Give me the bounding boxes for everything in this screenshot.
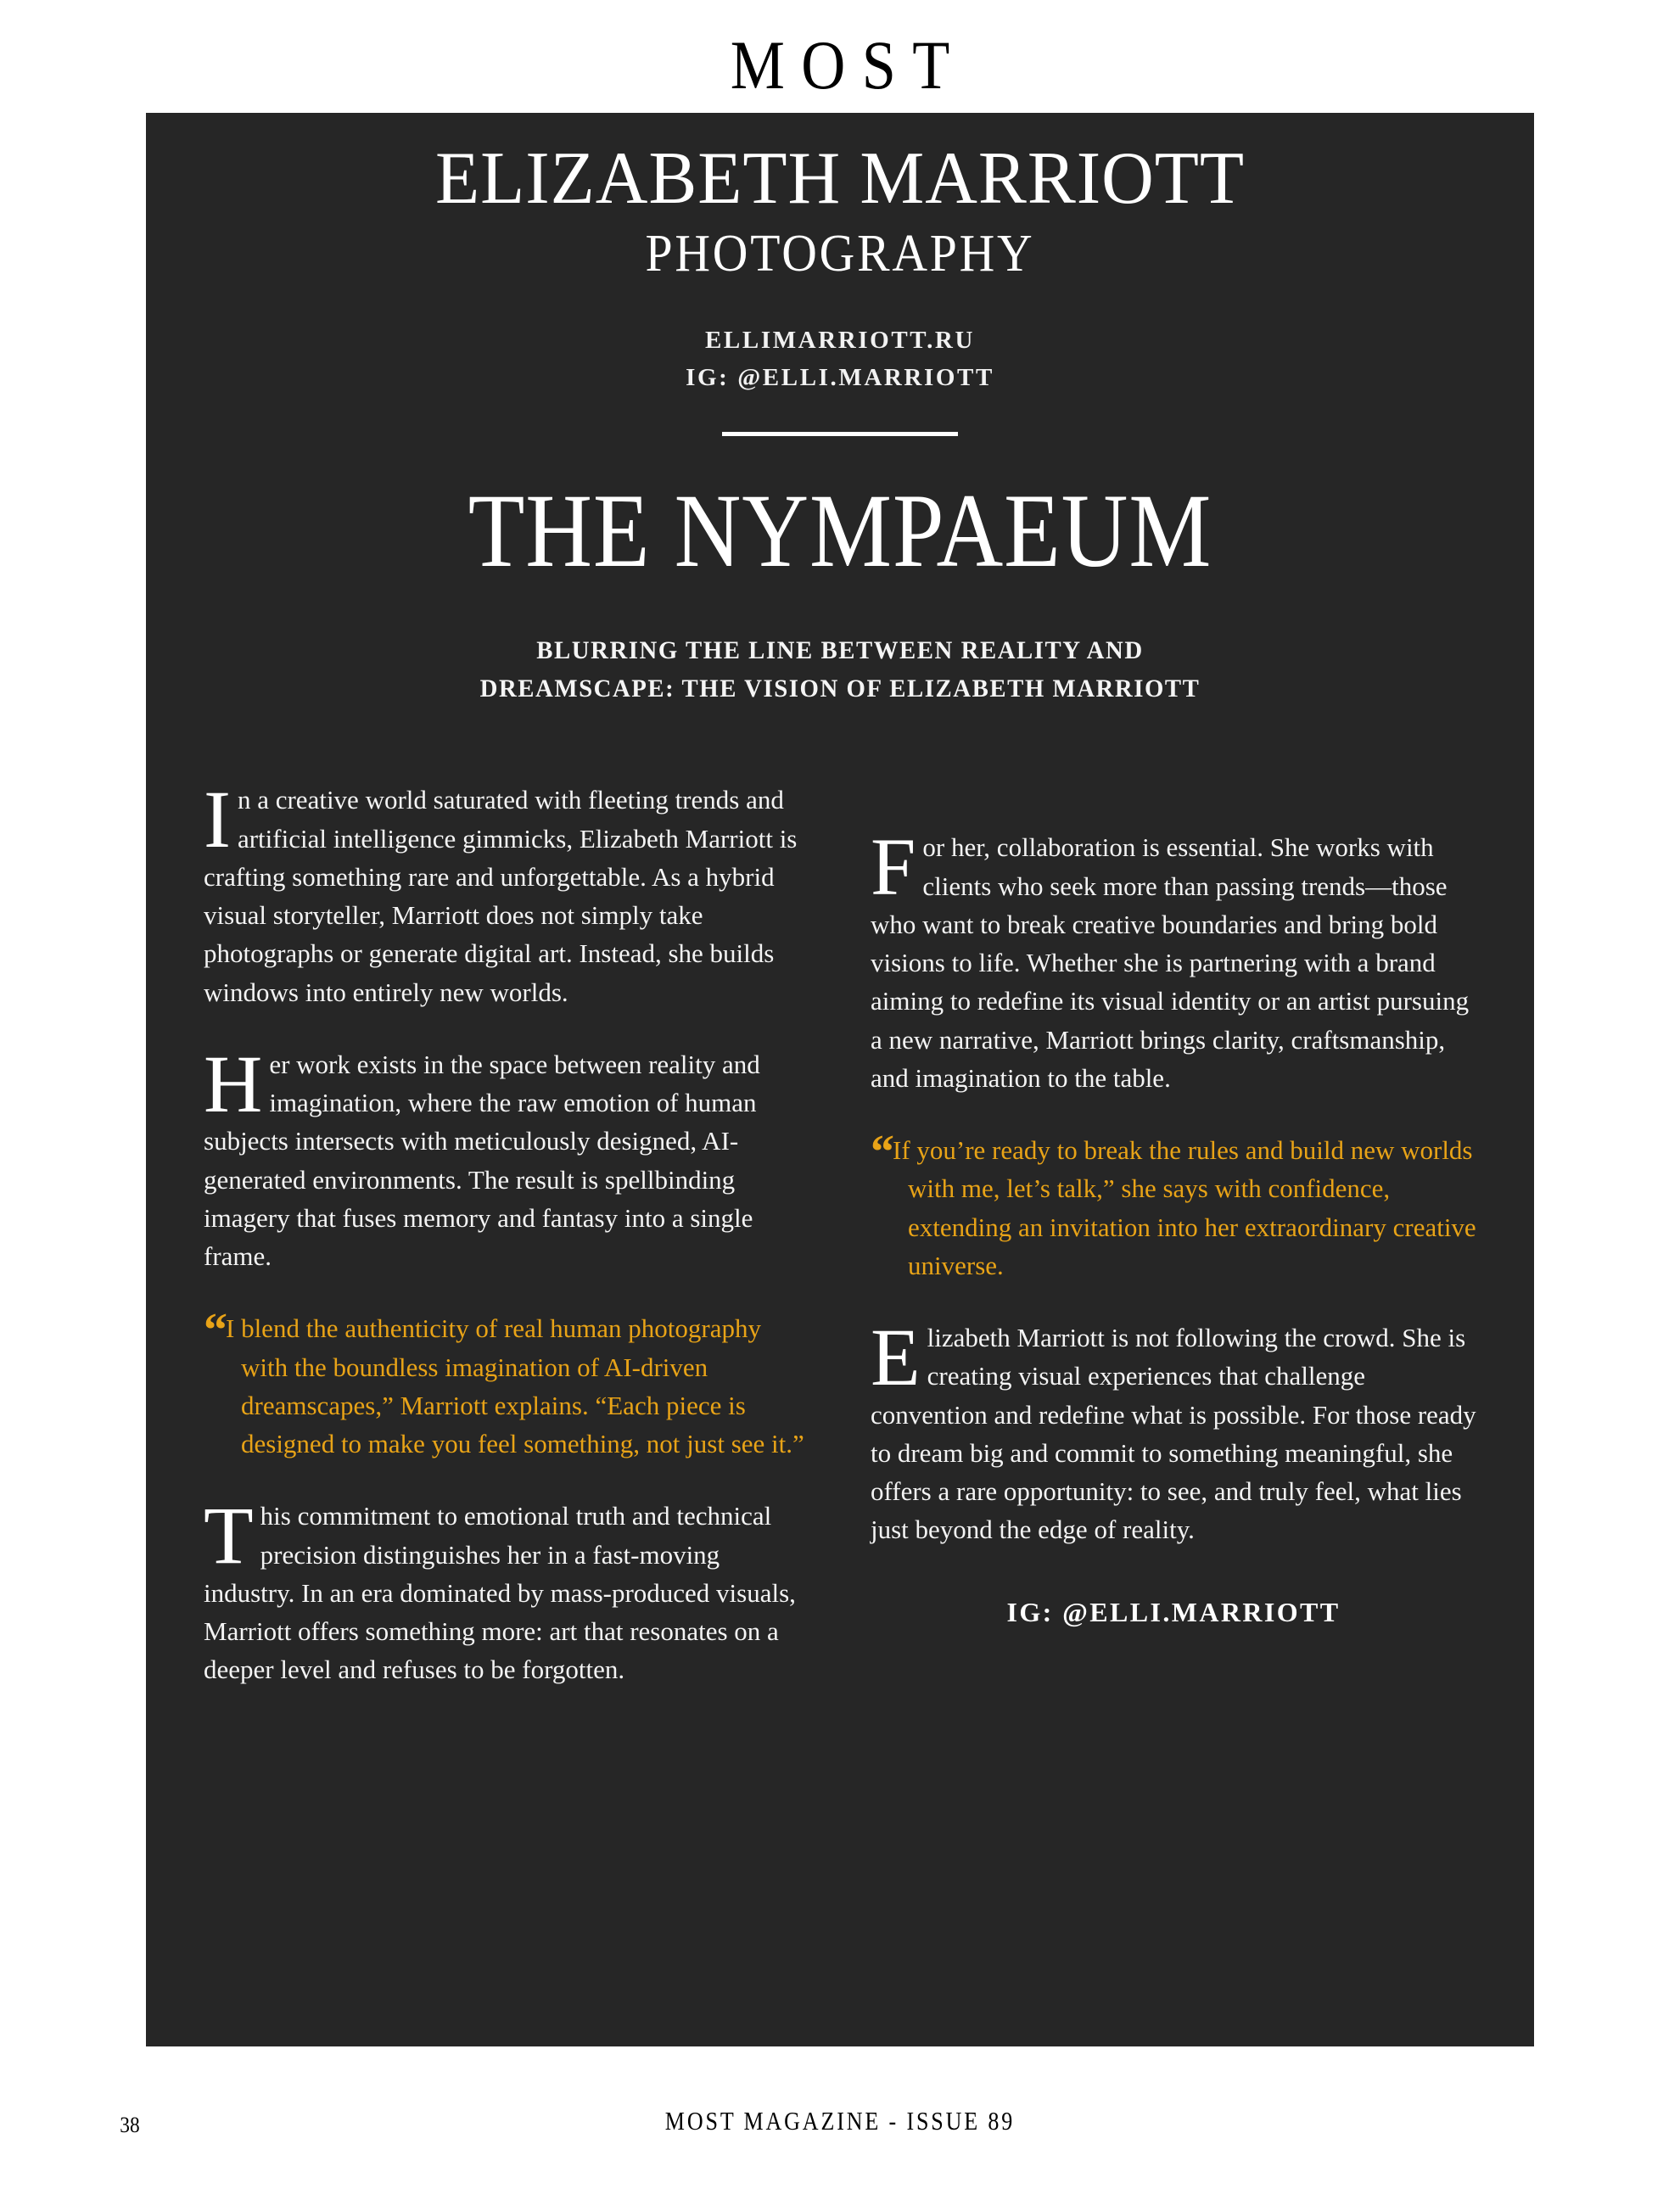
page-footer [0, 2106, 1680, 2157]
paragraph [204, 1490, 809, 1688]
quote-mark-icon: “ [204, 1304, 226, 1358]
pull-quote-text: I blend the authenticity of real human photography with the boundless imagination of AI-driven dreamscapes,” Marriott explains. “Each piece is designed to make you feel something, not just see it.” [226, 1313, 804, 1459]
article-body-columns [204, 774, 1476, 1722]
drop-cap: F [871, 821, 916, 913]
paragraph [204, 1038, 809, 1276]
paragraph-text: er work exists in the space between reality and imagination, where the raw emotion of human subjects intersects with meticulously designed, AI-generated environments. The result is spellbinding imagery that fuses memory and fantasy into a single frame. [204, 1049, 760, 1272]
article-panel [146, 113, 1534, 2046]
pull-quote [204, 1304, 809, 1463]
page-number: 38 [120, 2113, 140, 2137]
drop-cap: H [204, 1038, 263, 1129]
paragraph [871, 821, 1476, 1097]
left-text-column [204, 774, 809, 1722]
closing-instagram-handle[interactable]: IG: @ELLI.MARRIOTT [1006, 1596, 1341, 1627]
drop-cap: E [871, 1312, 921, 1403]
deck-line-1: BLURRING THE LINE BETWEEN REALITY AND [536, 636, 1144, 665]
paragraph [204, 774, 809, 1011]
paragraph-text: n a creative world saturated with fleeting trends and artificial intelligence gimmicks, Elizabeth Marriott is crafting something rare and unforgettable. As a hybrid visual storyteller, Marriott does not simply take photographs or generate digital art. Instead, she builds windows into entirely new worlds. [204, 785, 798, 1007]
paragraph [871, 1312, 1476, 1549]
paragraph-text: his commitment to emotional truth and technical precision distinguishes her in a fast-moving industry. In an era dominated by mass-produced visuals, Marriott offers something more: art that resonates on a deeper level and refuses to be forgotten. [204, 1501, 796, 1685]
contact-block [204, 322, 1476, 396]
publication-line: MOST MAGAZINE - ISSUE 89 [664, 2106, 1016, 2136]
paragraph-text: or her, collaboration is essential. She works with clients who seek more than passing trends—those who want to break creative boundaries and bring bold visions to life. Whether she is partnering with a brand aiming to redefine its visual identity or an artist pursuing a new narrative, Marriott brings clarity, craftsmanship, and imagination to the table. [871, 832, 1470, 1093]
quote-mark-icon: “ [871, 1126, 893, 1179]
horizontal-divider [722, 432, 958, 436]
studio-identity-block [204, 113, 1476, 436]
right-text-column [871, 781, 1476, 1722]
studio-name: ELIZABETH MARRIOTT [435, 137, 1245, 220]
masthead-title: MOST [730, 26, 966, 104]
pull-quote-text: If you’re ready to break the rules and build new worlds with me, let’s talk,” she says with confidence, extending an invitation into her extraordinary creative universe. [893, 1135, 1476, 1280]
paragraph-text: lizabeth Marriott is not following the crowd. She is creating visual experiences that challenge convention and redefine what is possible. For those ready to dream big and commit to something meaningful, she offers a rare opportunity: to see, and truly feel, what lies just beyond the edge of reality. [871, 1323, 1476, 1545]
instagram-handle[interactable]: IG: @ELLI.MARRIOTT [686, 364, 994, 392]
article-deck [229, 631, 1451, 708]
deck-line-2: DREAMSCAPE: THE VISION OF ELIZABETH MARRIOTT [479, 675, 1201, 703]
drop-cap: I [204, 774, 231, 865]
magazine-masthead [0, 0, 1680, 113]
website-link[interactable]: ELLIMARRIOTT.RU [704, 327, 976, 355]
studio-discipline: PHOTOGRAPHY [645, 225, 1035, 283]
drop-cap: T [204, 1490, 254, 1582]
pull-quote [871, 1126, 1476, 1285]
article-headline: THE NYMPAEUM [468, 473, 1212, 590]
